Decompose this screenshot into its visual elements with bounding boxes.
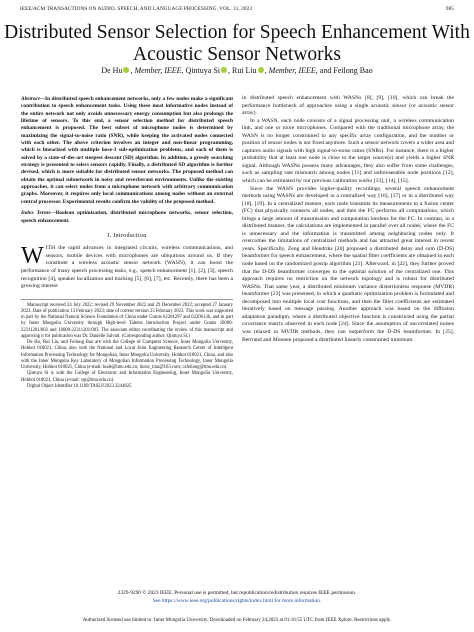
drop-cap: W [21, 243, 44, 270]
author-name: , Rui Liu [228, 66, 257, 75]
index-terms [21, 210, 233, 225]
section-heading: I. Introduction [107, 232, 147, 239]
journal-header: IEEE/ACM TRANSACTIONS ON AUDIO, SPEECH, AND LANGUAGE PROCESSING, VOL. 31, 2023 [20, 6, 252, 12]
author-role: , Member, IEEE [130, 66, 182, 75]
rights-link[interactable]: See https://www.ieee.org/publications/rights/index.html for more information. [152, 597, 322, 604]
footnote-affiliation: De Hu, Rui Liu, and Feilong Bao are with the College of Computer Science, Inner Mongolia University, Hohhot 010021, China, also with the National and Local Joint Engineering Research Center of Intelligent Information Processing Technology for Mongolian, Inner Mongolia University, Hohhot 010021, China, and also with the Inner Mongolia Key Laboratory of Mongolian Information Processing Technology, Inner Mongolia University, Hohhot 010021, China (e-mail: hude@imu.edu.cn; liurui_imu@163.com; csfeilong@imu.edu.cn). [21, 340, 233, 371]
copyright-line: 2329-9290 © 2023 IEEE. Personal use is permitted, but republication/redistribution requires IEEE permission. [117, 590, 357, 596]
abstract-lead: Abstract— [21, 96, 45, 102]
footnote [21, 299, 233, 391]
orcid-icon[interactable] [123, 67, 129, 73]
intro-paragraph [21, 245, 233, 290]
abstract [21, 96, 233, 206]
left-column [21, 96, 233, 390]
page-number: 985 [445, 6, 454, 12]
footnote-manuscript: Manuscript received 24 July 2022; revised 29 November 2022 and 29 December 2022; accepted 27 January 2023. Date of publication 13 February 2023; date of current version 23 February 2023. This work was supported in part by the National Natural Science Foundation of China under Grants 62201297 and 62206136, and in part by Inner Mongolia University through High-level Talents Introduction Project under Grants 10000-22311201/002 and 10000-22311201/003. The associate editor coordinating the review of this manuscript and approving it for publication was Dr. Danielle Salvati. (Corresponding author: Qintuya Si.) [21, 302, 233, 339]
index-terms-lead: Index Terms— [21, 210, 56, 217]
author-name: , and Feilong Bao [315, 66, 373, 75]
author-name: De Hu [101, 66, 123, 75]
copyright-notice [0, 590, 474, 605]
license-footer: Authorized licensed use limited to: Inner Mongolia University. Downloaded on February 24,2023 at 01:16:55 UTC from IEEE Xplore. Restrictions apply. [82, 618, 392, 623]
right-column [242, 95, 454, 344]
orcid-icon[interactable] [221, 67, 227, 73]
running-header [20, 6, 454, 16]
orcid-icon[interactable] [258, 67, 264, 73]
body-paragraph: Since the WASN provides higher-quality recordings, several speech enhancement methods using WASNs are developed in a centralized way [16], [17] or in a distributed way [18], [19]. In a centralized manner, each node transmits its measurements to a fusion center (FC) that physically connects all nodes, and then the FC performs all computations, which brings a large amount of transmission and computation burdens for the FC. In contrast, in a distributed manner, the calculations are implemented in parallel over all nodes, where the FC is unnecessary and the information is transmitted among neighboring nodes only. It overcomes the limitations of centralized methods and has attracted great interest in recent years. Specifically, Zeng and Hendriks [20] proposed a distributed delay and sum (D-DS) beamformer for speech enhancement, where the spatial filter coefficients are obtained in each node based on the randomized gossip algorithm [21]. Afterward, in [22], they further proved that the D-DS beamformer converges to the optimal solution of the centralized one. This approach requires no restriction on the network topology and is robust for distributed WASNs. That same year, a distributed minimum variance distortionless response (MVDR) beamformer [23] was presented, in which a quadratic optimization problem is formulated and decomposed into multiple local cost functions, and then the filter coefficients are estimated iteratively based on message passing. Another approach was based on the diffusion adaptation paradigm, where a distributed objective function is constructed using the partial covariance matrix observed in each node [24]. Since the assumption of uncorrelated noises was relaxed in MVDR methods, they can outperform the D-DS beamformer. In [25], Bertrand and Moonen proposed a distributed linearly constrained minimum [242, 185, 454, 343]
paper-title: Distributed Sensor Selection for Speech Enhancement With Acoustic Sensor Networks [4, 22, 470, 65]
author-name: , Qintuya Si [181, 66, 220, 75]
author-role: , Member, IEEE [264, 66, 316, 75]
intro-text: ITH the rapid advances in integrated circuits, wireless communications, and sensors, mobile devices with microphones are ubiquitous around us. If they constitute a wireless acoustic sensor network (WASN), it can boost the performance of many speech processing tasks, e.g., speech enhancement [1], [2], [3], speech recognition [4], speaker localization and tracking [5], [6], [7], etc. Recently, there has been a growing interest [21, 245, 233, 290]
abstract-text: In distributed speech enhancement networks, only a few nodes make a significant contribution to speech enhancement tasks. Using these most informative nodes instead of the entire network not only avoids unnecessary energy consumption but also prolongs the lifetime of sensors. To this end, a sensor selection method for distributed speech enhancement is proposed. The best subset of microphone nodes is determined by maximizing the signal-to-noise ratio (SNR), while keeping the activated nodes connected with each other. The above criterion involves an integer and non-linear programming, which is linearized with multiple hose-3 sub-optimization problems, and each of them is solved by a state-of-the-art steepest descent (SD) algorithm. In addition, a greedy searching strategy is presented to select sensors rapidly. Finally, a distributed SD algorithm is further devised, which is more suitable for distributed sensor networks. The proposed method can obtain the optimal subnetwork in noisy and reverberant environments. Unlike the existing approaches, it can select nodes from a microphone network with arbitrary communication graphs. Moreover, it requires only local communications among nodes without an external central processor. Experimental results confirm the validity of the proposed method. [21, 96, 233, 205]
author-line [0, 66, 474, 75]
body-paragraph: in distributed speech enhancement with WASNs [8], [9], [10], which can break the performance bottleneck of approaches using a single acoustic sensor (or acoustic sensor array). [242, 95, 454, 117]
footnote-doi: Digital Object Identifier 10.1109/TASLP.2023.3244825 [27, 383, 132, 389]
body-paragraph: In a WASN, each node consists of a signal processing unit, a wireless communication link, and one or more microphones. Compared with the traditional microphone array, the WASN is no longer constrained to any specific array configuration, and the number or position of sensor nodes is not fixed anymore. Such a sensor network covers a wider area and captures audio signals with high signal-to-noise ratios (SNRs). For instance, there is a higher probability that at least one node is close to the target source(s) and yields a higher SNR signal. Although WASNs possess many advantages, they also suffer from some challenges, such as sampling rate mismatch among nodes [11] and unforeseeable node positions [12], which can be estimated by our previous calibration works [13], [14], [15]. [242, 117, 454, 185]
index-terms-text: Boolean optimization, distributed microphone networks, sensor selection, speech enhancement. [21, 210, 233, 224]
footnote-affiliation-2: Qintuya Si is with the College of Electronic and Information Engineering, Inner Mongolia University, Hohhot 010021, China (e-mail: sqt@imu.edu.cn). [21, 371, 233, 383]
